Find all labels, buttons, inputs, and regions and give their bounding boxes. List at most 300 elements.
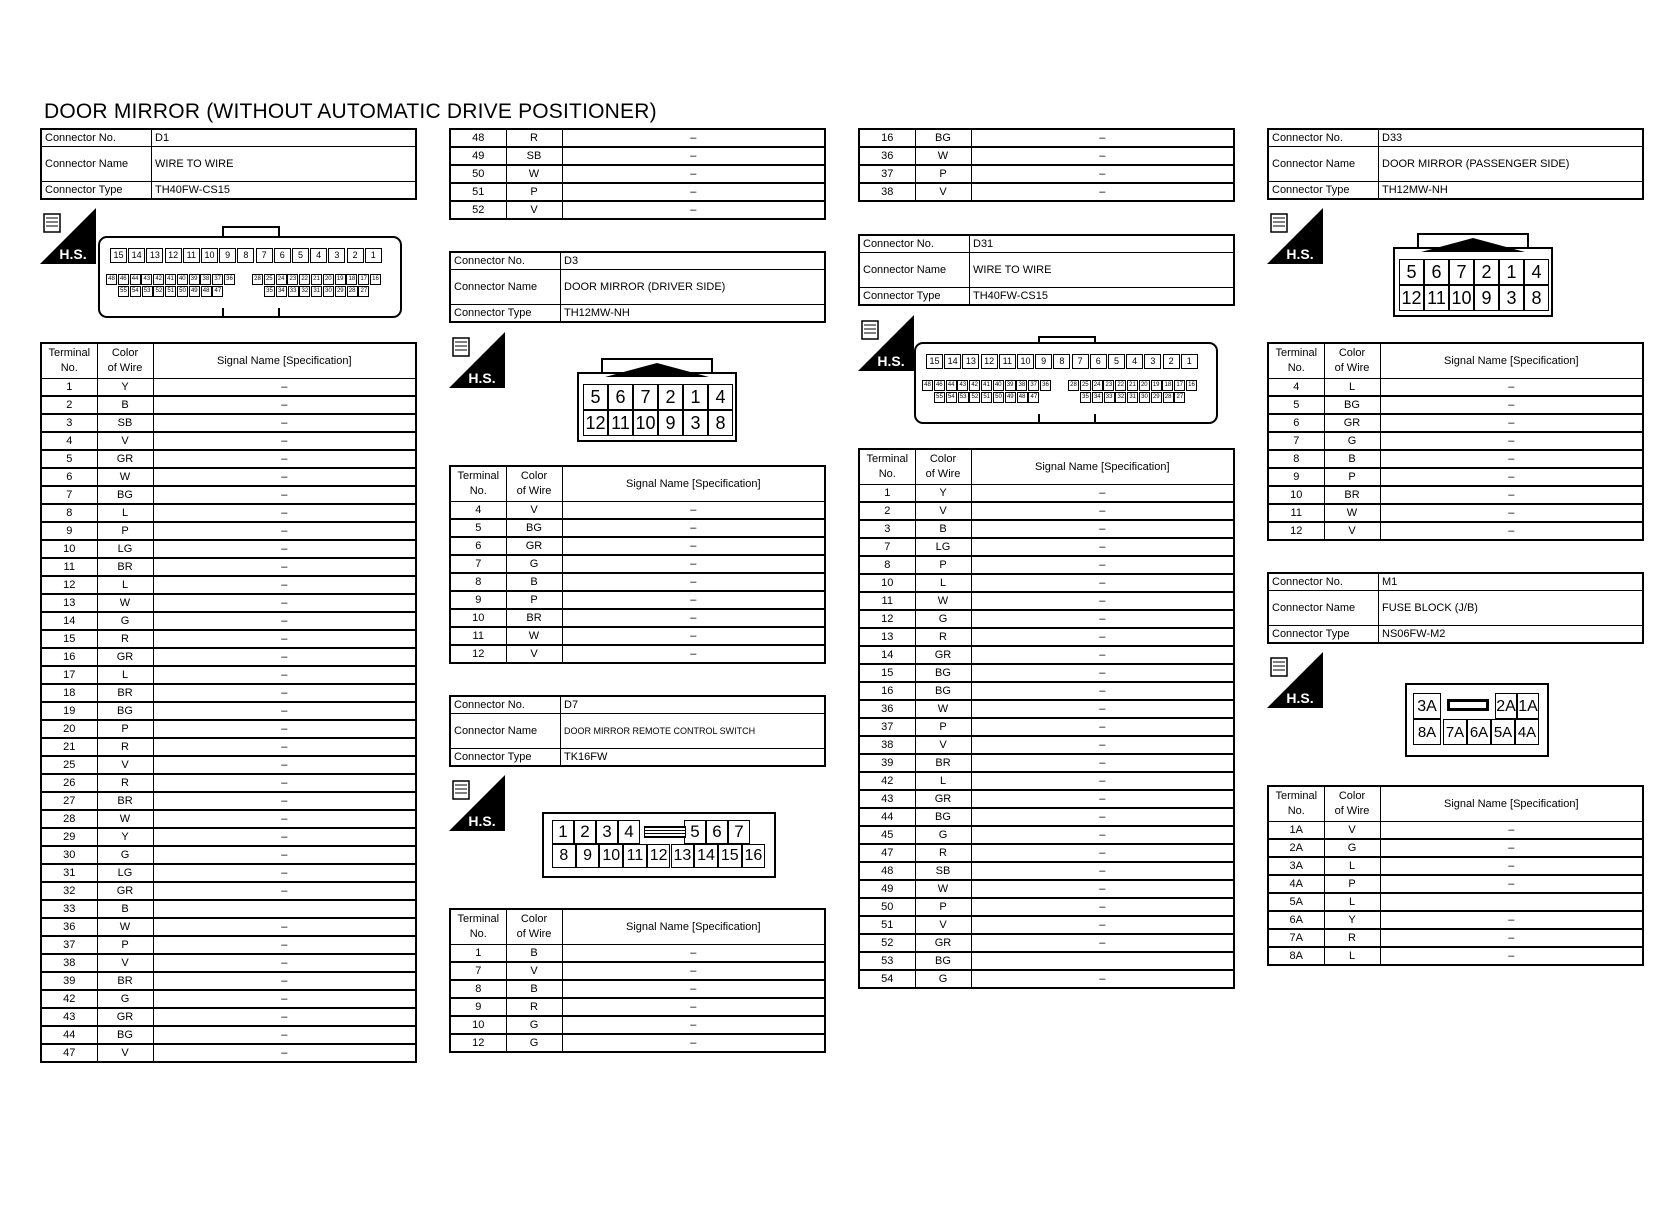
wire-color: BG bbox=[1324, 396, 1380, 414]
wire-color: BR bbox=[915, 754, 971, 772]
terminal-no: 4 bbox=[41, 432, 97, 450]
table-row bbox=[41, 1008, 416, 1026]
table-row bbox=[859, 844, 1234, 862]
wire-color: V bbox=[915, 502, 971, 520]
terminal-pin: 14 bbox=[944, 354, 961, 369]
table-row bbox=[41, 468, 416, 486]
terminal-no: 42 bbox=[41, 990, 97, 1008]
table-row bbox=[1268, 379, 1643, 397]
signal-name: – bbox=[1380, 947, 1643, 965]
table-row bbox=[41, 594, 416, 612]
terminal-no: 7 bbox=[859, 538, 915, 556]
terminal-no: 38 bbox=[41, 954, 97, 972]
terminal-no: 6 bbox=[1268, 414, 1324, 432]
connector-type: TH12MW-NH bbox=[561, 305, 826, 323]
signal-name: – bbox=[971, 646, 1234, 664]
terminal-pin: 30 bbox=[1139, 392, 1150, 403]
terminal-pin: 5 bbox=[292, 248, 309, 263]
info-table bbox=[40, 128, 417, 200]
table-row bbox=[859, 485, 1234, 503]
wire-color: GR bbox=[97, 882, 153, 900]
signal-name: – bbox=[971, 502, 1234, 520]
signal-name: – bbox=[562, 627, 825, 645]
table-row bbox=[41, 954, 416, 972]
table-row bbox=[859, 934, 1234, 952]
table-row bbox=[859, 610, 1234, 628]
table-row bbox=[859, 183, 1234, 201]
connector-d33-info bbox=[1267, 128, 1644, 200]
wire-color: SB bbox=[97, 414, 153, 432]
info-table bbox=[449, 251, 826, 323]
terminal-no: 7 bbox=[1268, 432, 1324, 450]
signal-name: – bbox=[153, 1008, 416, 1026]
wire-color: BG bbox=[915, 952, 971, 970]
terminal-no: 7 bbox=[450, 555, 506, 573]
table-row bbox=[859, 147, 1234, 165]
wire-color: W bbox=[97, 594, 153, 612]
label: Connector Type bbox=[450, 305, 561, 323]
terminal-no: 10 bbox=[450, 609, 506, 627]
terminal-pin: 5 bbox=[1399, 259, 1424, 285]
connector-d3-table-wrap bbox=[449, 465, 826, 664]
terminal-pin: 24 bbox=[1092, 380, 1103, 391]
header-line: Terminal bbox=[48, 347, 91, 359]
terminal-pin: 14 bbox=[128, 248, 145, 263]
terminal-no: 2A bbox=[1268, 839, 1324, 857]
terminal-pin: 25 bbox=[1080, 380, 1091, 391]
signal-name: – bbox=[153, 1044, 416, 1062]
terminal-no: 54 bbox=[859, 970, 915, 988]
terminal-no-header bbox=[41, 343, 97, 379]
terminal-no: 20 bbox=[41, 720, 97, 738]
connector-d3-face bbox=[577, 358, 737, 442]
wire-color: BR bbox=[97, 558, 153, 576]
signal-name: – bbox=[971, 610, 1234, 628]
terminal-no: 3A bbox=[1268, 857, 1324, 875]
header-line: Color bbox=[929, 453, 957, 465]
terminal-pin: 15 bbox=[926, 354, 943, 369]
terminal-no: 49 bbox=[859, 880, 915, 898]
terminal-no: 3 bbox=[41, 414, 97, 432]
table-row bbox=[1268, 857, 1643, 875]
wire-color: R bbox=[97, 630, 153, 648]
wire-color: W bbox=[915, 880, 971, 898]
signal-name: – bbox=[153, 846, 416, 864]
wire-color: G bbox=[506, 1016, 562, 1034]
signal-name: – bbox=[971, 592, 1234, 610]
terminal-no: 37 bbox=[859, 718, 915, 736]
table-row bbox=[450, 555, 825, 573]
label: Connector No. bbox=[859, 235, 970, 253]
signal-name: – bbox=[971, 520, 1234, 538]
table-row bbox=[450, 1016, 825, 1034]
table-row bbox=[1268, 432, 1643, 450]
table-row bbox=[450, 573, 825, 591]
label: Connector Name bbox=[450, 270, 561, 305]
signal-name: – bbox=[153, 1026, 416, 1044]
table-row bbox=[450, 537, 825, 555]
signal-name-header: Signal Name [Specification] bbox=[562, 909, 825, 945]
wire-color: P bbox=[915, 165, 971, 183]
wire-color: L bbox=[1324, 893, 1380, 911]
connector-type: TH40FW-CS15 bbox=[152, 182, 417, 200]
table-row bbox=[41, 396, 416, 414]
wire-color: BR bbox=[97, 684, 153, 702]
terminal-no: 5 bbox=[450, 519, 506, 537]
signal-name: – bbox=[971, 880, 1234, 898]
signal-name: – bbox=[1380, 839, 1643, 857]
table-row bbox=[1268, 911, 1643, 929]
wire-color: G bbox=[506, 1034, 562, 1052]
terminal-pin: 34 bbox=[276, 286, 287, 297]
terminal-pin: 48 bbox=[922, 380, 933, 391]
terminal-no: 10 bbox=[450, 1016, 506, 1034]
wire-color: LG bbox=[97, 864, 153, 882]
connector-d1-info bbox=[40, 128, 417, 200]
wire-color: R bbox=[915, 844, 971, 862]
terminal-pin: 7 bbox=[1072, 354, 1089, 369]
wire-color: L bbox=[915, 772, 971, 790]
signal-name: – bbox=[971, 790, 1234, 808]
wire-color: W bbox=[97, 468, 153, 486]
header-line: Color bbox=[1338, 347, 1366, 359]
terminal-no: 15 bbox=[859, 664, 915, 682]
wire-color: W bbox=[915, 700, 971, 718]
terminal-no: 14 bbox=[859, 646, 915, 664]
wire-color: B bbox=[1324, 450, 1380, 468]
table-row bbox=[41, 936, 416, 954]
terminal-pin: 52 bbox=[153, 286, 164, 297]
connector-d33-face bbox=[1393, 233, 1553, 317]
info-table bbox=[1267, 572, 1644, 644]
terminal-pin: 10 bbox=[201, 248, 218, 263]
signal-name: – bbox=[971, 664, 1234, 682]
signal-name: – bbox=[562, 591, 825, 609]
terminal-no: 2 bbox=[859, 502, 915, 520]
connector-m1-info bbox=[1267, 572, 1644, 644]
info-table bbox=[858, 234, 1235, 306]
wire-color: G bbox=[506, 555, 562, 573]
signal-name: – bbox=[971, 808, 1234, 826]
hs-icon bbox=[858, 315, 914, 371]
wire-color: V bbox=[1324, 822, 1380, 840]
terminal-pin: 55 bbox=[934, 392, 945, 403]
signal-name: – bbox=[971, 538, 1234, 556]
terminal-no: 13 bbox=[859, 628, 915, 646]
header-row bbox=[1268, 343, 1643, 379]
wire-color: BR bbox=[97, 972, 153, 990]
header-line: Terminal bbox=[1275, 790, 1318, 802]
signal-name: – bbox=[971, 147, 1234, 165]
wire-color: BG bbox=[97, 1026, 153, 1044]
label: Connector No. bbox=[1268, 573, 1379, 591]
terminal-no: 10 bbox=[859, 574, 915, 592]
table-row bbox=[450, 645, 825, 663]
terminal-no-header bbox=[450, 909, 506, 945]
hs-label: H.S. bbox=[877, 353, 905, 369]
table-row bbox=[41, 810, 416, 828]
terminal-pin: 11 bbox=[623, 844, 647, 868]
terminal-no: 12 bbox=[859, 610, 915, 628]
wire-color: SB bbox=[915, 862, 971, 880]
signal-name: – bbox=[1380, 504, 1643, 522]
label: Connector Type bbox=[1268, 626, 1379, 644]
terminal-pin: 18 bbox=[1162, 380, 1173, 391]
table-row bbox=[41, 684, 416, 702]
signal-name: – bbox=[153, 864, 416, 882]
table-row bbox=[41, 882, 416, 900]
terminal-pin: 10 bbox=[1449, 285, 1474, 311]
terminal-pin: 42 bbox=[153, 274, 164, 285]
table-row bbox=[41, 540, 416, 558]
terminal-pin: 51 bbox=[165, 286, 176, 297]
signal-name: – bbox=[153, 810, 416, 828]
wire-color: GR bbox=[915, 934, 971, 952]
wire-color: SB bbox=[506, 147, 562, 165]
terminal-pin: 10 bbox=[633, 410, 658, 436]
terminal-pin: 10 bbox=[599, 844, 623, 868]
signal-name: – bbox=[562, 1016, 825, 1034]
terminal-no: 11 bbox=[1268, 504, 1324, 522]
wire-color: BG bbox=[97, 486, 153, 504]
wire-color: G bbox=[97, 612, 153, 630]
terminal-pin: 36 bbox=[224, 274, 235, 285]
signal-name: – bbox=[153, 576, 416, 594]
terminal-no: 44 bbox=[41, 1026, 97, 1044]
terminal-pin: 46 bbox=[934, 380, 945, 391]
terminal-table-d31-continued bbox=[858, 128, 1235, 202]
terminal-pin: 3A bbox=[1413, 693, 1441, 719]
signal-name bbox=[153, 900, 416, 918]
connector-key bbox=[1447, 699, 1489, 711]
table-row bbox=[41, 666, 416, 684]
terminal-pin: 8 bbox=[708, 410, 733, 436]
terminal-pin: 13 bbox=[962, 354, 979, 369]
table-row bbox=[41, 630, 416, 648]
header-line: No. bbox=[1287, 362, 1305, 374]
wire-color: R bbox=[1324, 929, 1380, 947]
wire-color: G bbox=[1324, 839, 1380, 857]
terminal-pin: 46 bbox=[118, 274, 129, 285]
signal-name: – bbox=[153, 738, 416, 756]
wire-color: V bbox=[97, 1044, 153, 1062]
table-row bbox=[450, 980, 825, 998]
terminal-pin: 20 bbox=[323, 274, 334, 285]
terminal-no: 4 bbox=[450, 502, 506, 520]
wire-color: P bbox=[1324, 468, 1380, 486]
terminal-pin: 37 bbox=[1028, 380, 1039, 391]
signal-name: – bbox=[153, 972, 416, 990]
signal-name: – bbox=[1380, 522, 1643, 540]
signal-name: – bbox=[153, 792, 416, 810]
wire-color: P bbox=[506, 183, 562, 201]
terminal-no: 6A bbox=[1268, 911, 1324, 929]
terminal-pin: 16 bbox=[742, 844, 766, 868]
hs-icon bbox=[1267, 652, 1323, 708]
terminal-pin: 41 bbox=[981, 380, 992, 391]
terminal-pin: 28 bbox=[1068, 380, 1079, 391]
wire-color: V bbox=[915, 183, 971, 201]
wire-color: BR bbox=[506, 609, 562, 627]
table-row bbox=[41, 792, 416, 810]
terminal-no: 10 bbox=[41, 540, 97, 558]
terminal-pin: 6 bbox=[706, 820, 728, 844]
terminal-pin: 6 bbox=[1090, 354, 1107, 369]
terminal-no: 36 bbox=[859, 147, 915, 165]
terminal-no: 48 bbox=[450, 129, 506, 147]
table-row bbox=[859, 772, 1234, 790]
terminal-no: 12 bbox=[450, 645, 506, 663]
connector-type: TH12MW-NH bbox=[1379, 182, 1644, 200]
terminal-table-d7 bbox=[449, 908, 826, 1053]
hs-icon bbox=[449, 775, 505, 831]
table-row bbox=[41, 828, 416, 846]
terminal-no: 8A bbox=[1268, 947, 1324, 965]
signal-name: – bbox=[562, 645, 825, 663]
wire-color: L bbox=[1324, 947, 1380, 965]
table-row bbox=[859, 646, 1234, 664]
signal-name: – bbox=[971, 485, 1234, 503]
table-row bbox=[859, 538, 1234, 556]
table-row bbox=[450, 519, 825, 537]
terminal-no: 11 bbox=[450, 627, 506, 645]
wire-color: GR bbox=[97, 450, 153, 468]
wire-color: L bbox=[97, 576, 153, 594]
terminal-pin: 53 bbox=[142, 286, 153, 297]
signal-name: – bbox=[153, 774, 416, 792]
connector-name: WIRE TO WIRE bbox=[152, 147, 417, 182]
terminal-pin: 31 bbox=[1127, 392, 1138, 403]
terminal-pin: 8 bbox=[552, 844, 576, 868]
signal-name: – bbox=[153, 954, 416, 972]
terminal-no: 45 bbox=[859, 826, 915, 844]
terminal-pin: 50 bbox=[993, 392, 1004, 403]
label: Connector Type bbox=[1268, 182, 1379, 200]
table-row bbox=[41, 738, 416, 756]
signal-name: – bbox=[153, 432, 416, 450]
wire-color: Y bbox=[97, 828, 153, 846]
table-row bbox=[1268, 522, 1643, 540]
color-of-wire-header bbox=[1324, 786, 1380, 822]
color-of-wire-header bbox=[506, 466, 562, 502]
signal-name: – bbox=[562, 201, 825, 219]
terminal-pin: 14 bbox=[694, 844, 718, 868]
table-row bbox=[450, 502, 825, 520]
terminal-no: 16 bbox=[41, 648, 97, 666]
info-table bbox=[449, 695, 826, 767]
connector-latch bbox=[1038, 336, 1096, 344]
table-row bbox=[41, 486, 416, 504]
signal-name: – bbox=[562, 129, 825, 147]
signal-name bbox=[1380, 893, 1643, 911]
table-row bbox=[1268, 839, 1643, 857]
terminal-no: 19 bbox=[41, 702, 97, 720]
signal-name-header: Signal Name [Specification] bbox=[153, 343, 416, 379]
signal-name: – bbox=[153, 522, 416, 540]
signal-name: – bbox=[971, 574, 1234, 592]
wire-color: B bbox=[915, 520, 971, 538]
page-title: DOOR MIRROR (WITHOUT AUTOMATIC DRIVE POSITIONER) bbox=[44, 100, 657, 123]
table-row bbox=[859, 556, 1234, 574]
table-row bbox=[450, 945, 825, 963]
terminal-no: 14 bbox=[41, 612, 97, 630]
signal-name: – bbox=[562, 147, 825, 165]
terminal-pin: 42 bbox=[969, 380, 980, 391]
signal-name: – bbox=[562, 1034, 825, 1052]
wire-color: BG bbox=[915, 129, 971, 147]
signal-name: – bbox=[1380, 911, 1643, 929]
connector-d7-info bbox=[449, 695, 826, 767]
wire-color: Y bbox=[1324, 911, 1380, 929]
terminal-no: 3 bbox=[859, 520, 915, 538]
table-row bbox=[450, 147, 825, 165]
terminal-pin: 7 bbox=[256, 248, 273, 263]
terminal-pin: 6 bbox=[608, 384, 633, 410]
hs-label: H.S. bbox=[468, 370, 496, 386]
signal-name: – bbox=[562, 609, 825, 627]
label: Connector Name bbox=[1268, 591, 1379, 626]
header-row bbox=[41, 343, 416, 379]
terminal-pin: 11 bbox=[1424, 285, 1449, 311]
wire-color: B bbox=[506, 980, 562, 998]
signal-name: – bbox=[971, 556, 1234, 574]
terminal-pin: 44 bbox=[130, 274, 141, 285]
connector-type: NS06FW-M2 bbox=[1379, 626, 1644, 644]
header-row bbox=[450, 909, 825, 945]
label: Connector Name bbox=[41, 147, 152, 182]
terminal-pin: 4 bbox=[310, 248, 327, 263]
table-row bbox=[1268, 414, 1643, 432]
terminal-pin: 27 bbox=[1174, 392, 1185, 403]
table-row bbox=[41, 504, 416, 522]
terminal-no: 26 bbox=[41, 774, 97, 792]
wire-color: P bbox=[915, 898, 971, 916]
wire-color: BG bbox=[915, 664, 971, 682]
wire-color: P bbox=[506, 591, 562, 609]
connector-d31-table-continued-wrap bbox=[858, 128, 1235, 202]
terminal-pin: 22 bbox=[299, 274, 310, 285]
terminal-pin: 9 bbox=[576, 844, 600, 868]
connector-d3-info bbox=[449, 251, 826, 323]
connector-d31-info bbox=[858, 234, 1235, 306]
connector-no: D3 bbox=[561, 252, 826, 270]
terminal-pin: 2 bbox=[347, 248, 364, 263]
signal-name: – bbox=[153, 720, 416, 738]
connector-key bbox=[644, 826, 686, 838]
connector-d1-table-wrap bbox=[40, 342, 417, 1063]
terminal-no: 1 bbox=[859, 485, 915, 503]
label: Connector No. bbox=[450, 252, 561, 270]
terminal-pin: 51 bbox=[981, 392, 992, 403]
wire-color: P bbox=[915, 718, 971, 736]
table-row bbox=[859, 880, 1234, 898]
wire-color: LG bbox=[97, 540, 153, 558]
terminal-no: 12 bbox=[1268, 522, 1324, 540]
signal-name: – bbox=[562, 502, 825, 520]
terminal-no: 18 bbox=[41, 684, 97, 702]
table-row bbox=[41, 990, 416, 1008]
table-row bbox=[41, 918, 416, 936]
terminal-pin: 19 bbox=[335, 274, 346, 285]
wire-color: R bbox=[915, 628, 971, 646]
terminal-pin: 8A bbox=[1413, 719, 1441, 745]
terminal-pin: 1 bbox=[552, 820, 574, 844]
terminal-pin: 24 bbox=[276, 274, 287, 285]
terminal-pin: 5 bbox=[684, 820, 706, 844]
terminal-pin: 11 bbox=[183, 248, 200, 263]
terminal-no: 6 bbox=[450, 537, 506, 555]
terminal-pin: 1 bbox=[365, 248, 382, 263]
